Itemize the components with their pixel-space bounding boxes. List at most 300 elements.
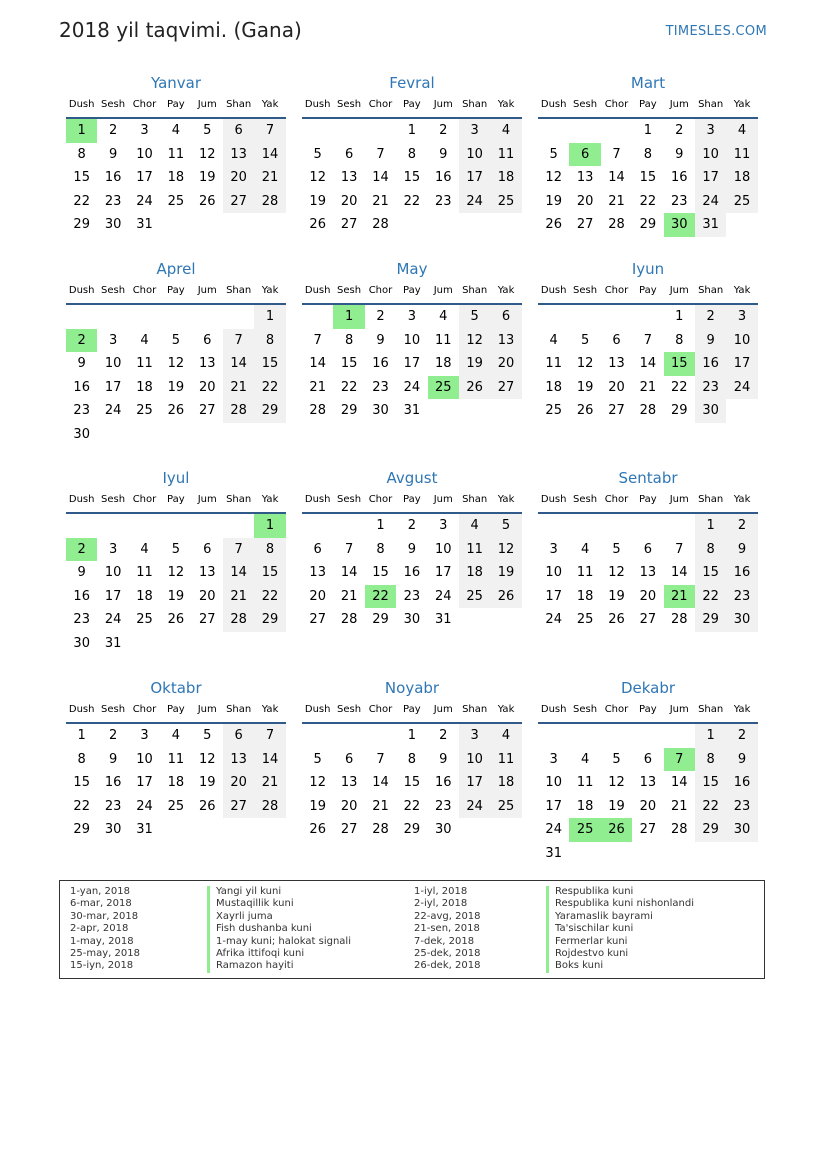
day-cell: 14 [372,775,389,791]
empty-cell [302,119,333,143]
weekday-label: Yak [733,285,751,296]
weekday-label: Pay [639,285,657,296]
day-cell: 1 [695,514,726,538]
day-cell: 7 [223,538,254,562]
weekday-header [66,698,286,724]
day-cell: 20 [639,798,657,814]
weekday-label: Pay [403,704,421,715]
weekday-label: Pay [167,99,185,110]
day-cell: 1 [407,728,416,743]
day-cell: 3 [140,728,149,743]
day-cell: 3 [549,541,558,557]
day-cell: 3 [695,119,726,143]
empty-cell [632,724,663,748]
day-cell: 8 [407,751,416,767]
holiday-day-cell: 22 [365,585,396,609]
empty-cell [192,514,223,538]
day-cell: 7 [313,332,322,348]
day-cell: 6 [203,332,212,348]
day-cell: 14 [254,143,285,167]
day-cell: 2 [675,123,684,138]
weekday-label: Shan [462,704,488,715]
day-cell: 25 [726,190,757,214]
weekday-label: Chor [368,494,393,505]
day-cell: 11 [459,538,490,562]
day-cell: 18 [136,379,153,395]
day-cell: 11 [490,748,521,772]
weekday-label: Pay [167,285,185,296]
month-avgust [302,468,522,632]
empty-cell [538,514,569,538]
day-cell: 27 [639,822,657,838]
day-cell: 11 [136,565,153,581]
weekday-label: Jum [669,494,689,505]
day-cell: 6 [490,305,521,329]
weekday-label: Sesh [101,99,126,110]
weekday-header [66,93,286,119]
day-cell: 23 [73,612,90,628]
legend-holiday-name: Boks kuni [546,960,694,972]
empty-cell [66,514,97,538]
day-cell: 27 [340,822,358,838]
day-cell: 26 [167,612,185,628]
day-cell: 6 [223,119,254,143]
day-cell: 20 [223,771,254,795]
legend-date: 2-apr, 2018 [70,923,129,935]
day-cell: 13 [198,565,216,581]
day-cell: 28 [340,612,358,628]
legend-holiday-name: Xayrli juma [207,911,351,923]
day-cell: 10 [459,143,490,167]
empty-cell [664,724,695,748]
day-cell: 1 [376,518,385,533]
day-cell: 24 [403,379,421,395]
day-cell: 20 [608,379,625,395]
day-cell: 21 [223,376,254,400]
day-cell: 10 [545,565,562,581]
day-cell: 14 [639,356,657,372]
day-cell: 21 [608,193,625,209]
day-cell: 13 [608,356,625,372]
weekday-label: Shan [226,99,252,110]
day-cell: 29 [340,403,358,419]
weekday-label: Shan [462,494,488,505]
holiday-day-cell: 21 [664,585,695,609]
day-cell: 7 [675,541,684,557]
empty-cell [66,305,97,329]
day-cell: 3 [140,123,149,138]
day-cell: 17 [726,352,757,376]
day-cell: 17 [695,166,726,190]
day-cell: 15 [254,352,285,376]
legend-date: 1-may, 2018 [70,935,134,947]
day-cell: 18 [576,798,594,814]
day-cell: 19 [545,193,562,209]
day-cell: 16 [434,170,452,186]
day-cell: 31 [136,822,153,838]
day-cell: 2 [439,728,448,743]
day-cell: 26 [198,798,216,814]
day-cell: 7 [344,541,354,557]
day-cell: 5 [171,332,180,348]
day-cell: 28 [254,190,285,214]
day-cell: 2 [726,724,757,748]
day-cell: 16 [104,775,122,791]
day-cell: 24 [104,612,122,628]
weekday-label: Jum [669,285,689,296]
weekday-header [66,279,286,305]
day-cell: 16 [726,561,757,585]
legend-date: 6-mar, 2018 [70,898,132,910]
day-cell: 26 [459,376,490,400]
day-cell: 15 [340,356,358,372]
holiday-day-cell: 30 [664,213,695,237]
day-cell: 13 [309,565,326,581]
day-cell: 23 [726,585,757,609]
day-cell: 24 [545,612,562,628]
day-cell: 12 [545,170,562,186]
day-cell: 31 [136,217,153,233]
empty-cell [664,514,695,538]
weekday-label: Chor [604,285,629,296]
day-cell: 5 [612,541,621,557]
weekday-label: Yak [497,99,515,110]
day-cell: 28 [372,822,389,838]
day-cell: 4 [171,728,180,743]
day-cell: 5 [171,541,180,557]
day-cell: 21 [372,798,389,814]
day-cell: 17 [545,588,562,604]
day-cell: 14 [223,352,254,376]
month-sentabr [538,468,758,632]
empty-cell [365,724,396,748]
day-cell: 12 [167,356,185,372]
day-cell: 22 [73,798,90,814]
day-cell: 27 [340,217,358,233]
holiday-legend [59,880,765,979]
month-name: Mart [630,74,666,92]
day-cell: 10 [136,146,153,162]
day-cell: 22 [340,379,358,395]
day-cell: 10 [403,332,421,348]
weekday-label: Yak [261,494,279,505]
legend-holiday-name: Fermerlar kuni [546,936,694,948]
day-cell: 18 [726,166,757,190]
month-fevral [302,73,522,237]
day-cell: 21 [223,585,254,609]
weekday-label: Pay [167,494,185,505]
day-cell: 24 [459,190,490,214]
legend-holiday-name: Afrika ittifoqi kuni [207,948,351,960]
day-cell: 11 [136,356,153,372]
day-cell: 28 [223,608,254,632]
empty-cell [97,305,128,329]
day-cell: 13 [340,775,358,791]
holiday-day-cell: 7 [664,748,695,772]
day-cell: 18 [545,379,562,395]
day-cell: 2 [407,518,416,533]
day-cell: 4 [140,332,149,348]
day-grid [302,119,522,237]
day-cell: 14 [670,565,688,581]
day-cell: 29 [254,608,285,632]
day-cell: 9 [407,541,416,557]
legend-holiday-name: Yangi yil kuni [207,886,351,898]
weekday-label: Sesh [573,285,598,296]
day-cell: 30 [73,426,90,442]
day-cell: 18 [136,588,153,604]
day-cell: 25 [545,403,562,419]
day-cell: 27 [198,403,216,419]
day-cell: 14 [309,356,326,372]
day-cell: 15 [73,170,90,186]
legend-holiday-name: Respublika kuni [546,886,694,898]
day-cell: 25 [490,795,521,819]
day-cell: 7 [223,329,254,353]
empty-cell [601,119,632,143]
month-aprel [66,259,286,447]
day-cell: 26 [576,403,594,419]
day-cell: 25 [576,612,594,628]
day-cell: 30 [726,608,757,632]
day-cell: 16 [104,170,122,186]
weekday-header [66,488,286,514]
holiday-day-cell: 2 [66,329,97,353]
day-cell: 22 [639,193,657,209]
day-cell: 20 [223,166,254,190]
day-grid [66,119,286,237]
holiday-day-cell: 1 [333,305,364,329]
weekday-label: Sesh [573,704,598,715]
day-cell: 25 [167,798,185,814]
month-name: Dekabr [620,679,676,697]
empty-cell [302,305,333,329]
day-cell: 8 [77,146,86,162]
weekday-label: Dush [540,99,567,110]
empty-cell [569,305,600,329]
day-cell: 7 [643,332,652,348]
day-cell: 22 [403,798,421,814]
day-cell: 25 [167,193,185,209]
day-cell: 17 [104,379,122,395]
day-cell: 23 [104,798,122,814]
day-cell: 19 [167,588,185,604]
month-oktabr [66,678,286,842]
weekday-label: Yak [733,704,751,715]
weekday-header [302,279,522,305]
day-cell: 11 [490,143,521,167]
day-cell: 4 [549,332,558,348]
day-cell: 2 [439,123,448,138]
day-cell: 25 [136,403,153,419]
day-cell: 5 [203,728,212,743]
weekday-label: Sesh [101,704,126,715]
holiday-day-cell: 15 [664,352,695,376]
month-iyul [66,468,286,656]
legend-date: 25-may, 2018 [70,947,140,959]
empty-cell [160,305,191,329]
empty-cell [538,305,569,329]
day-cell: 21 [670,798,688,814]
day-cell: 6 [612,332,621,348]
weekday-label: Shan [226,494,252,505]
empty-cell [569,119,600,143]
month-name: Yanvar [150,74,202,92]
day-cell: 27 [490,376,521,400]
day-cell: 1 [77,728,86,743]
weekday-header [538,279,758,305]
month-iyun [538,259,758,423]
day-cell: 24 [434,588,452,604]
weekday-label: Shan [226,285,252,296]
legend-holiday-name: Ramazon hayiti [207,960,351,972]
day-cell: 4 [459,514,490,538]
day-cell: 11 [545,356,562,372]
day-cell: 17 [459,771,490,795]
month-name: Noyabr [384,679,440,697]
month-may [302,259,522,423]
day-cell: 9 [77,356,86,372]
day-cell: 10 [695,143,726,167]
brand-link[interactable]: TIMESLES.COM [665,24,767,39]
day-grid [538,119,758,237]
day-cell: 30 [434,822,452,838]
day-cell: 12 [309,775,326,791]
legend-names-left [207,886,351,973]
day-cell: 31 [545,845,562,861]
legend-date: 15-iyn, 2018 [70,960,134,972]
day-cell: 23 [104,193,122,209]
day-cell: 26 [608,612,625,628]
month-name: Aprel [156,260,196,278]
day-cell: 17 [459,166,490,190]
weekday-label: Dush [304,99,331,110]
empty-cell [632,514,663,538]
day-cell: 10 [726,329,757,353]
weekday-label: Yak [497,285,515,296]
legend-names-right [546,886,694,973]
day-cell: 1 [675,309,684,324]
month-noyabr [302,678,522,842]
day-cell: 23 [726,795,757,819]
weekday-label: Dush [540,285,567,296]
weekday-label: Sesh [337,99,362,110]
legend-holiday-name: Rojdestvo kuni [546,948,694,960]
day-cell: 24 [136,193,153,209]
day-cell: 31 [695,213,726,237]
weekday-header [302,488,522,514]
day-cell: 18 [490,771,521,795]
day-cell: 25 [490,190,521,214]
day-cell: 6 [344,146,354,162]
weekday-label: Sesh [337,494,362,505]
weekday-header [302,93,522,119]
day-cell: 28 [608,217,625,233]
day-cell: 8 [695,748,726,772]
day-cell: 16 [73,588,90,604]
day-cell: 5 [313,751,322,767]
day-cell: 25 [459,585,490,609]
day-grid [66,724,286,842]
day-cell: 6 [643,541,652,557]
weekday-label: Shan [698,704,724,715]
weekday-label: Yak [733,99,751,110]
day-cell: 14 [608,170,625,186]
day-cell: 28 [309,403,326,419]
day-cell: 3 [549,751,558,767]
day-cell: 12 [167,565,185,581]
day-cell: 15 [695,561,726,585]
legend-holiday-name: Ta'sischilar kuni [546,923,694,935]
legend-holiday-name: Respublika kuni nishonlandi [546,898,694,910]
empty-cell [97,514,128,538]
weekday-label: Jum [433,704,453,715]
day-cell: 22 [670,379,688,395]
day-cell: 2 [376,309,385,324]
day-cell: 28 [223,399,254,423]
day-cell: 4 [580,541,590,557]
day-cell: 6 [223,724,254,748]
day-cell: 31 [403,403,421,419]
day-cell: 11 [726,143,757,167]
day-cell: 27 [223,190,254,214]
legend-date: 1-yan, 2018 [70,886,130,897]
empty-cell [160,514,191,538]
day-cell: 15 [254,561,285,585]
weekday-label: Chor [132,494,157,505]
day-cell: 31 [104,635,122,651]
empty-cell [333,724,364,748]
day-cell: 22 [73,193,90,209]
day-cell: 20 [490,352,521,376]
day-cell: 26 [309,822,326,838]
empty-cell [129,514,160,538]
weekday-label: Pay [403,99,421,110]
empty-cell [365,119,396,143]
day-cell: 12 [576,356,594,372]
day-cell: 29 [73,217,90,233]
day-cell: 15 [403,775,421,791]
weekday-label: Chor [132,704,157,715]
day-cell: 2 [108,728,118,743]
legend-dates-right [414,886,481,973]
day-cell: 13 [490,329,521,353]
weekday-label: Dush [68,99,95,110]
weekday-label: Sesh [573,494,598,505]
legend-date: 26-dek, 2018 [414,960,481,972]
day-cell: 10 [459,748,490,772]
day-cell: 4 [490,724,521,748]
weekday-label: Pay [403,285,421,296]
day-cell: 22 [403,193,421,209]
day-cell: 3 [459,119,490,143]
weekday-label: Jum [433,494,453,505]
day-cell: 23 [434,193,452,209]
day-cell: 13 [639,775,657,791]
day-grid [302,305,522,423]
day-cell: 7 [254,119,285,143]
day-cell: 4 [726,119,757,143]
day-cell: 27 [223,795,254,819]
day-cell: 7 [612,146,621,162]
day-cell: 27 [576,217,594,233]
day-cell: 3 [108,332,118,348]
empty-cell [223,514,254,538]
day-cell: 16 [372,356,389,372]
weekday-label: Shan [462,285,488,296]
day-cell: 28 [639,403,657,419]
weekday-label: Chor [604,99,629,110]
